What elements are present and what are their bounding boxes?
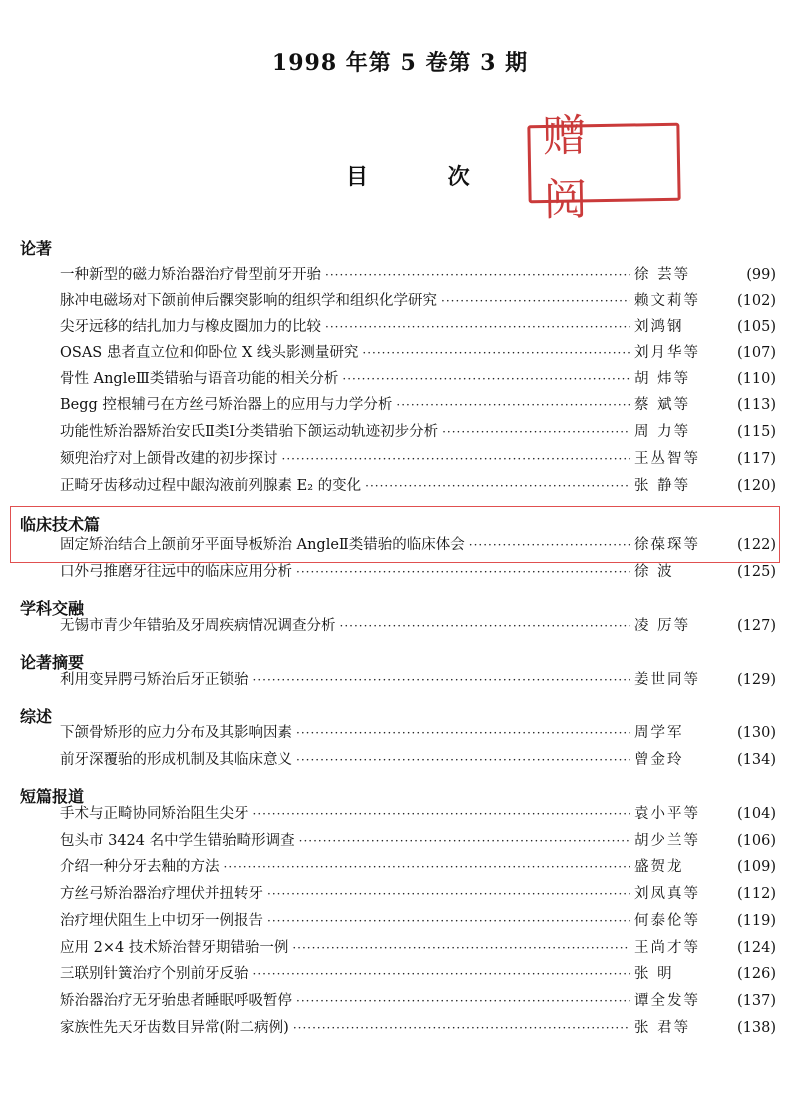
- entry-page: (137): [737, 993, 776, 1009]
- entry-author: 何泰伦等: [634, 913, 700, 929]
- dot-leader: [362, 346, 630, 360]
- dot-leader: [365, 479, 630, 493]
- entry-author: 袁小平等: [634, 806, 700, 822]
- toc-entry[interactable]: [60, 829, 776, 853]
- dot-leader: [253, 673, 631, 687]
- dot-leader: [292, 941, 630, 955]
- toc-entry[interactable]: [60, 721, 776, 745]
- entry-title: 一种新型的磁力矫治器治疗骨型前牙开骀: [60, 267, 321, 283]
- dot-leader: [267, 914, 630, 928]
- toc-entry[interactable]: [60, 989, 776, 1013]
- contents-title: 目 次: [346, 164, 506, 190]
- entry-title: 无锡市青少年错骀及牙周疾病情况调查分析: [60, 618, 336, 634]
- toc-entry[interactable]: [60, 447, 776, 471]
- section-heading: 临床技术篇: [20, 515, 101, 534]
- entry-page: (120): [737, 478, 776, 494]
- entry-author: 刘凤真等: [634, 886, 700, 902]
- entry-author: 蔡 斌等: [634, 397, 691, 413]
- dot-leader: [293, 1021, 630, 1035]
- entry-title: 口外弓推磨牙往远中的临床应用分析: [60, 564, 292, 580]
- entry-author: 徐 波: [634, 564, 674, 580]
- toc-entry[interactable]: [60, 748, 776, 772]
- entry-title: 三联别针簧治疗个别前牙反骀: [60, 966, 249, 982]
- entry-page: (124): [737, 940, 776, 956]
- entry-title: 脉冲电磁场对下颌前伸后髁突影响的组织学和组织化学研究: [60, 293, 437, 309]
- entry-page: (112): [737, 886, 776, 902]
- entry-author: 徐葆琛等: [634, 537, 700, 553]
- entry-page: (113): [737, 397, 776, 413]
- entry-page: (117): [737, 451, 776, 467]
- entry-author: 姜世同等: [634, 672, 700, 688]
- dot-leader: [296, 726, 630, 740]
- toc-entry[interactable]: [60, 1016, 776, 1040]
- dot-leader: [469, 538, 630, 552]
- entry-page: (104): [737, 806, 776, 822]
- dot-leader: [342, 372, 630, 386]
- section-heading: 论著摘要: [20, 653, 85, 672]
- complimentary-stamp: 赠 阅: [527, 123, 680, 204]
- entry-title: Begg 控根辅弓在方丝弓矫治器上的应用与力学分析: [60, 397, 393, 413]
- entry-title: 颏兜治疗对上颌骨改建的初步探讨: [60, 451, 278, 467]
- entry-author: 胡少兰等: [634, 833, 700, 849]
- dot-leader: [253, 807, 631, 821]
- dot-leader: [253, 967, 631, 981]
- entry-title: 尖牙远移的结扎加力与橡皮圈加力的比较: [60, 319, 321, 335]
- entry-page: (138): [737, 1020, 776, 1036]
- toc-entry[interactable]: [60, 315, 776, 339]
- dot-leader: [296, 565, 630, 579]
- entry-title: 功能性矫治器矫治安氏Ⅱ类Ⅰ分类错骀下颌运动轨迹初步分析: [60, 424, 439, 440]
- section-heading: 综述: [20, 707, 53, 726]
- dot-leader: [282, 452, 631, 466]
- entry-title: OSAS 患者直立位和仰卧位 X 线头影测量研究: [60, 345, 359, 361]
- entry-page: (115): [737, 424, 776, 440]
- dot-leader: [325, 268, 630, 282]
- entry-author: 谭全发等: [634, 993, 700, 1009]
- toc-entry[interactable]: [60, 882, 776, 906]
- entry-page: (129): [737, 672, 776, 688]
- toc-entry[interactable]: [60, 533, 776, 557]
- entry-title: 家族性先天牙齿数目异常(附二病例): [60, 1020, 289, 1036]
- entry-author: 徐 芸等: [634, 267, 691, 283]
- entry-title: 介绍一种分牙去釉的方法: [60, 859, 220, 875]
- dot-leader: [442, 425, 630, 439]
- entry-page: (134): [737, 752, 776, 768]
- entry-page: (109): [737, 859, 776, 875]
- entry-title: 治疗埋伏阻生上中切牙一例报告: [60, 913, 263, 929]
- dot-leader: [340, 619, 631, 633]
- toc-entry[interactable]: [60, 393, 776, 417]
- entry-author: 曾金玲: [634, 752, 684, 768]
- entry-author: 赖文莉等: [634, 293, 700, 309]
- toc-entry[interactable]: [60, 855, 776, 879]
- toc-entry[interactable]: [60, 289, 776, 313]
- entry-author: 张 君等: [634, 1020, 691, 1036]
- dot-leader: [267, 887, 630, 901]
- toc-entry[interactable]: [60, 668, 776, 692]
- toc-entry[interactable]: [60, 614, 776, 638]
- entry-title: 利用变异腭弓矫治后牙正锁骀: [60, 672, 249, 688]
- entry-page: (126): [737, 966, 776, 982]
- entry-page: (119): [737, 913, 776, 929]
- toc-entry[interactable]: [60, 474, 776, 498]
- toc-entry[interactable]: [60, 909, 776, 933]
- entry-title: 应用 2×4 技术矫治替牙期错骀一例: [60, 940, 289, 956]
- dot-leader: [441, 294, 630, 308]
- toc-entry[interactable]: [60, 341, 776, 365]
- entry-title: 固定矫治结合上颌前牙平面导板矫治 AngleⅡ类错骀的临床体会: [60, 537, 465, 553]
- section-heading: 短篇报道: [20, 787, 85, 806]
- toc-entry[interactable]: [60, 263, 776, 287]
- dot-leader: [396, 398, 630, 412]
- entry-page: (106): [737, 833, 776, 849]
- entry-title: 下颌骨矫形的应力分布及其影响因素: [60, 725, 292, 741]
- entry-page: (99): [746, 267, 776, 283]
- section-heading: 学科交融: [20, 599, 85, 618]
- entry-author: 盛贺龙: [634, 859, 684, 875]
- entry-title: 骨性 AngleⅢ类错骀与语音功能的相关分析: [60, 371, 339, 387]
- entry-author: 王丛智等: [634, 451, 700, 467]
- entry-page: (125): [737, 564, 776, 580]
- entry-author: 刘鸿钢: [634, 319, 684, 335]
- entry-title: 手术与正畸协同矫治阻生尖牙: [60, 806, 249, 822]
- entry-author: 张 静等: [634, 478, 691, 494]
- entry-title: 方丝弓矫治器治疗埋伏并扭转牙: [60, 886, 263, 902]
- dot-leader: [296, 994, 630, 1008]
- entry-page: (105): [737, 319, 776, 335]
- entry-author: 凌 厉等: [634, 618, 691, 634]
- entry-page: (107): [737, 345, 776, 361]
- dot-leader: [299, 834, 630, 848]
- dot-leader: [325, 320, 630, 334]
- entry-author: 张 明: [634, 966, 674, 982]
- entry-page: (122): [737, 537, 776, 553]
- toc-entry[interactable]: [60, 962, 776, 986]
- entry-title: 包头市 3424 名中学生错骀畸形调查: [60, 833, 295, 849]
- section-heading: 论著: [20, 239, 53, 258]
- entry-title: 矫治器治疗无牙骀患者睡眠呼吸暂停: [60, 993, 292, 1009]
- dot-leader: [224, 860, 631, 874]
- dot-leader: [296, 753, 630, 767]
- entry-author: 周 力等: [634, 424, 691, 440]
- entry-author: 胡 炜等: [634, 371, 691, 387]
- entry-author: 刘月华等: [634, 345, 700, 361]
- entry-page: (130): [737, 725, 776, 741]
- toc-entry[interactable]: [60, 936, 776, 960]
- issue-heading: 1998 年第 5 卷第 3 期: [271, 50, 529, 76]
- entry-author: 周学军: [634, 725, 684, 741]
- entry-title: 正畸牙齿移动过程中龈沟液前列腺素 E₂ 的变化: [60, 478, 362, 494]
- entry-page: (127): [737, 618, 776, 634]
- entry-author: 王尚才等: [634, 940, 700, 956]
- entry-title: 前牙深覆骀的形成机制及其临床意义: [60, 752, 292, 768]
- toc-entry[interactable]: [60, 802, 776, 826]
- entry-page: (102): [737, 293, 776, 309]
- toc-entry[interactable]: [60, 367, 776, 391]
- toc-entry[interactable]: [60, 420, 776, 444]
- toc-entry[interactable]: [60, 560, 776, 584]
- entry-page: (110): [737, 371, 776, 387]
